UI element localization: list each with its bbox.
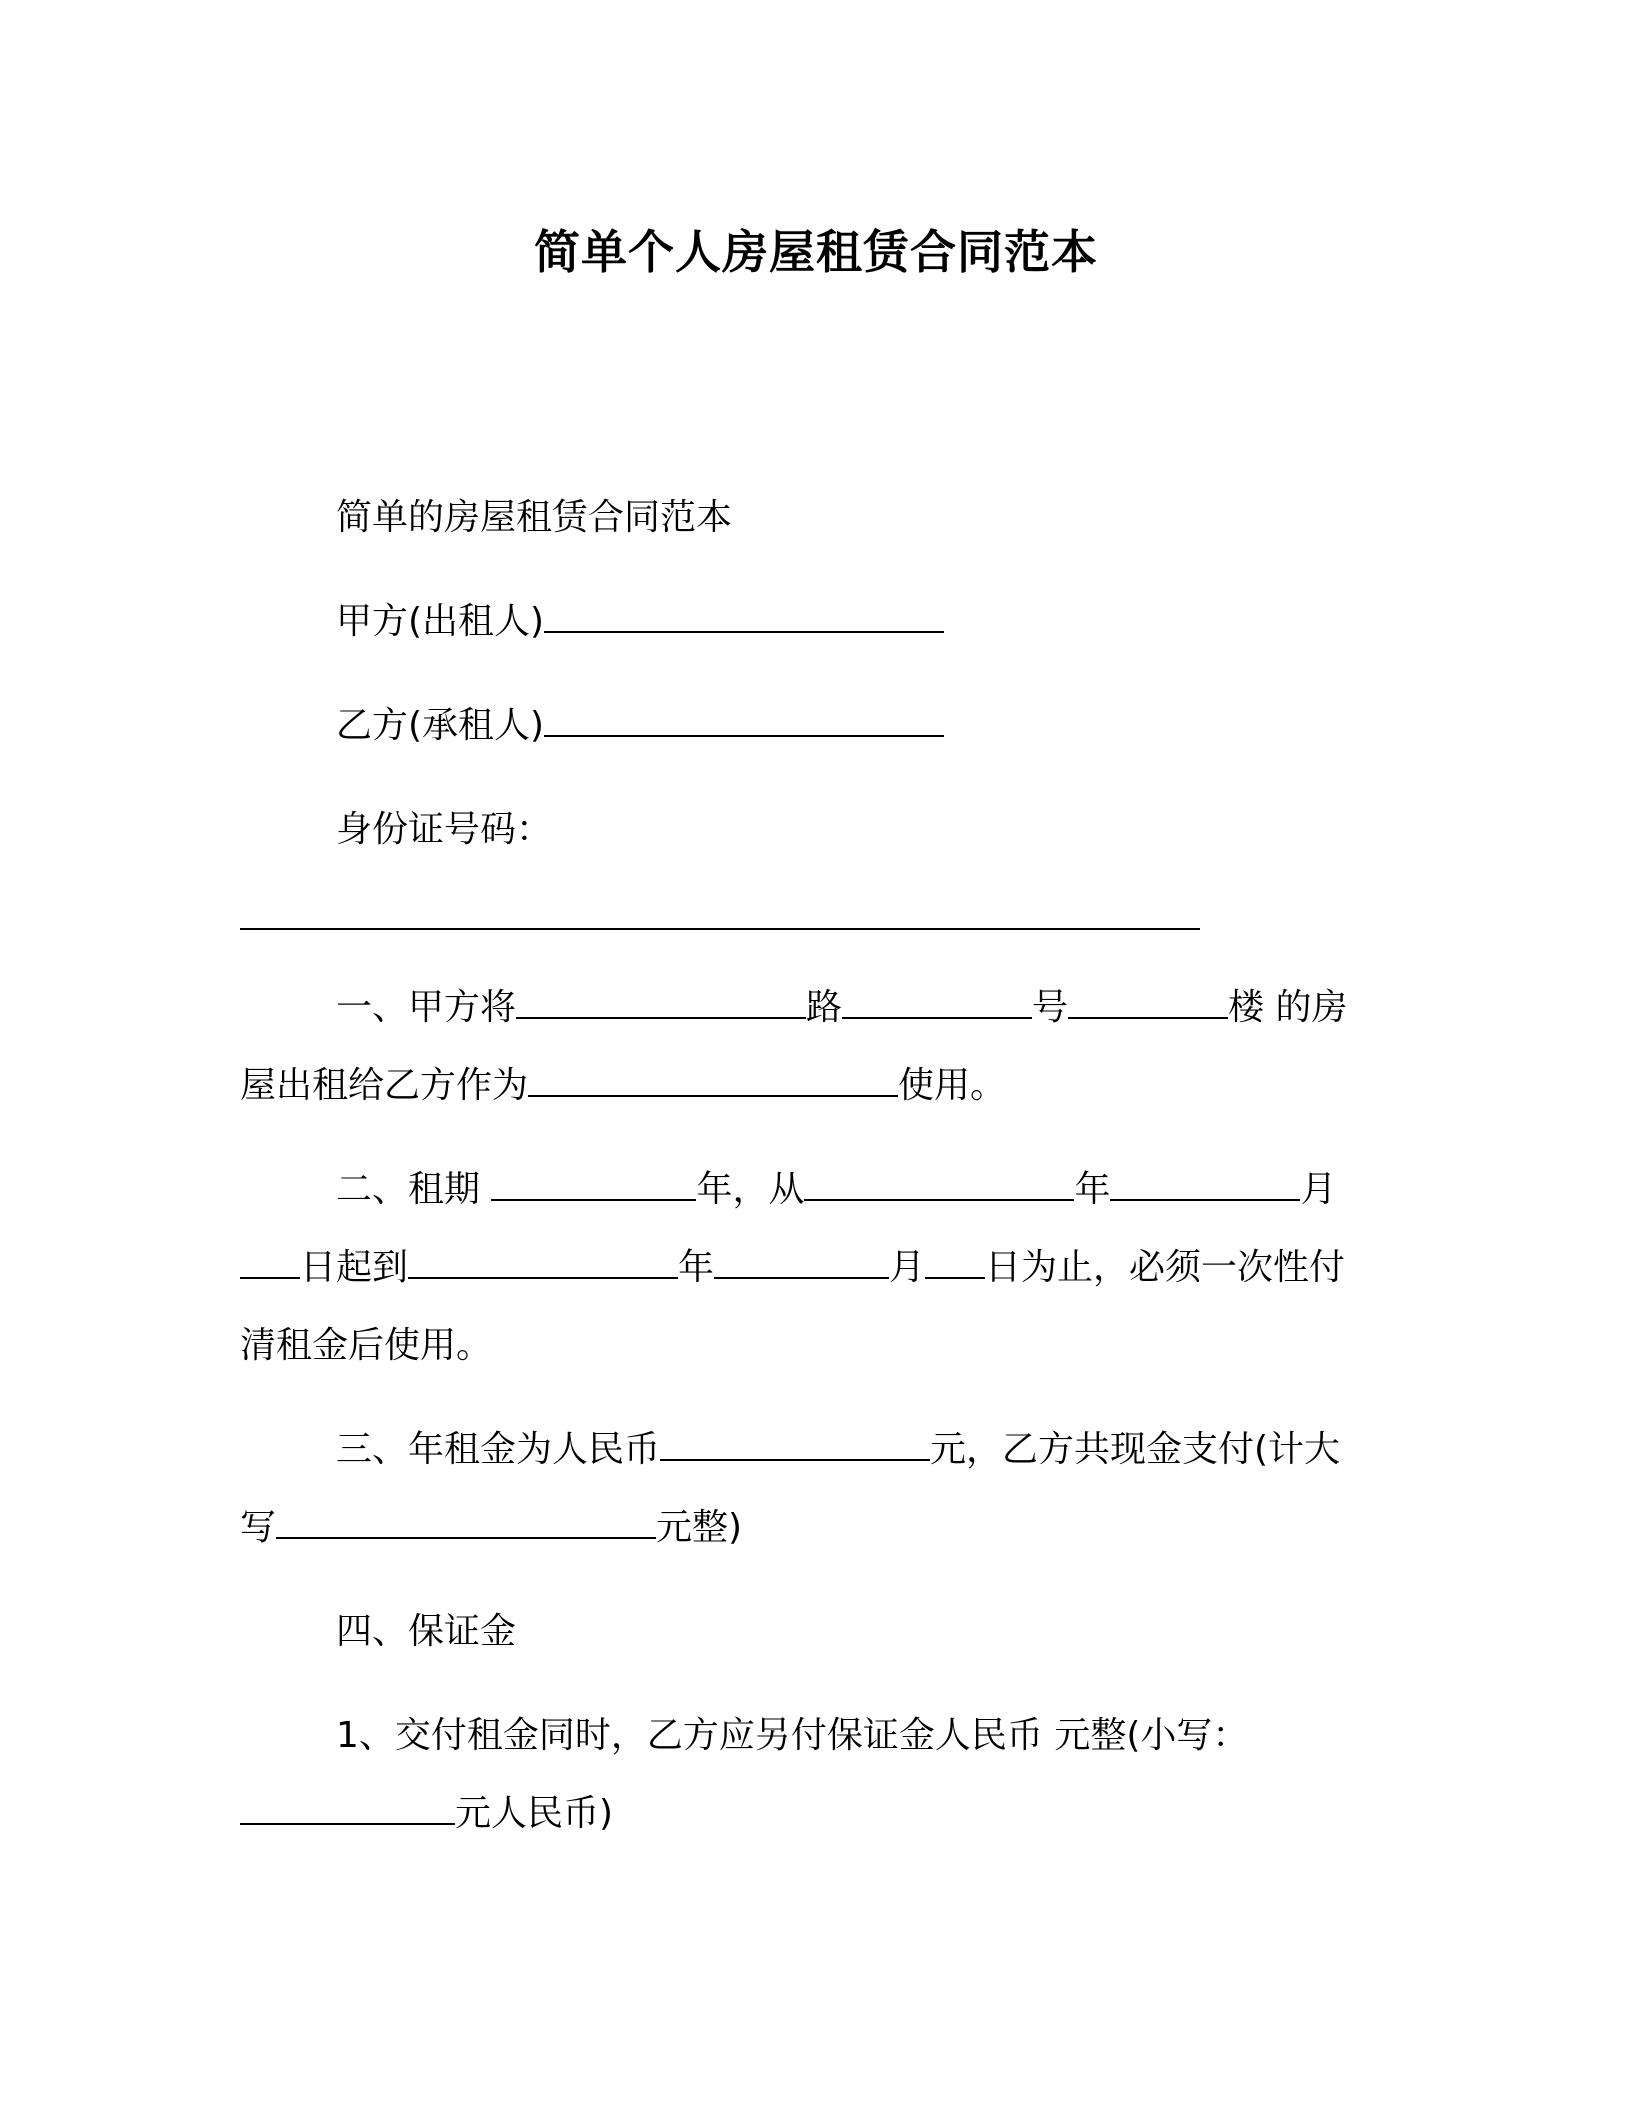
clause1-line2-suffix: 使用。: [898, 1065, 1007, 1106]
clause1-address-blank[interactable]: [516, 987, 806, 1019]
clause1-number-blank[interactable]: [1068, 987, 1228, 1019]
clause4-heading: 四、保证金: [336, 1611, 517, 1652]
clause2-start-year-blank[interactable]: [804, 1169, 1074, 1201]
party-b-line: [336, 702, 944, 750]
clause2-end-year-blank[interactable]: [408, 1247, 678, 1279]
clause1-tail: 的房: [1264, 987, 1348, 1028]
clause3-line2-prefix: 写: [240, 1507, 277, 1548]
clause2-end-month-blank[interactable]: [714, 1247, 889, 1279]
document-title: 简单个人房屋租赁合同范本: [534, 225, 1098, 279]
id-number-blank[interactable]: [240, 928, 1200, 930]
clause1-road: 路: [806, 987, 843, 1028]
clause2-day-to: 日为止，必须一次性付: [985, 1247, 1346, 1288]
clause1-purpose-blank[interactable]: [528, 1065, 898, 1097]
clause3-amount-blank[interactable]: [660, 1429, 930, 1461]
clause3-prefix: 三、年租金为人民币: [336, 1429, 661, 1470]
party-a-label: 甲方(出租人): [336, 601, 545, 642]
clause2-line2: [240, 1244, 1345, 1292]
clause4-deposit-blank[interactable]: [240, 1793, 455, 1825]
clause2-month2: 月: [889, 1247, 926, 1288]
party-a-blank[interactable]: [544, 601, 944, 633]
clause4-item1-text: 1、交付租金同时，乙方应另付保证金人民币 元整(小写：: [336, 1715, 1249, 1756]
party-b-label: 乙方(承租人): [336, 705, 545, 746]
clause2-start-day-blank[interactable]: [240, 1247, 300, 1279]
clause2-line3: 清租金后使用。: [240, 1325, 493, 1366]
clause3-line1: [336, 1426, 1340, 1474]
clause4-item1-line2-suffix: 元人民币): [455, 1793, 614, 1834]
party-b-blank[interactable]: [544, 705, 944, 737]
clause2-start-month-blank[interactable]: [1110, 1169, 1300, 1201]
clause2-prefix: 二、租期: [336, 1169, 492, 1210]
clause1-line1: [336, 984, 1348, 1032]
clause2-line1: [336, 1166, 1337, 1214]
clause1-prefix: 一、甲方将: [336, 987, 517, 1028]
clause2-year3: 年: [678, 1247, 715, 1288]
clause4-item1-line2: [240, 1790, 613, 1838]
clause1-line2-prefix: 屋出租给乙方作为: [240, 1065, 529, 1106]
clause2-day-from: 日起到: [300, 1247, 409, 1288]
clause1-number: 号: [1032, 987, 1069, 1028]
clause2-month1: 月: [1300, 1169, 1337, 1210]
clause2-years-blank[interactable]: [491, 1169, 696, 1201]
clause3-middle: 元，乙方共现金支付(计大: [930, 1429, 1341, 1470]
subtitle: 简单的房屋租赁合同范本: [336, 497, 733, 538]
clause2-year2: 年: [1074, 1169, 1111, 1210]
clause1-road-blank[interactable]: [842, 987, 1032, 1019]
clause1-building: 楼: [1228, 987, 1265, 1028]
party-a-line: [336, 598, 944, 646]
clause3-line2-suffix: 元整): [656, 1507, 743, 1548]
clause3-amount-words-blank[interactable]: [276, 1507, 656, 1539]
clause2-end-day-blank[interactable]: [925, 1247, 985, 1279]
clause2-year1: 年，从: [696, 1169, 805, 1210]
clause3-line2: [240, 1504, 742, 1552]
id-number-label: 身份证号码：: [336, 809, 553, 850]
clause1-line2: [240, 1062, 1006, 1110]
